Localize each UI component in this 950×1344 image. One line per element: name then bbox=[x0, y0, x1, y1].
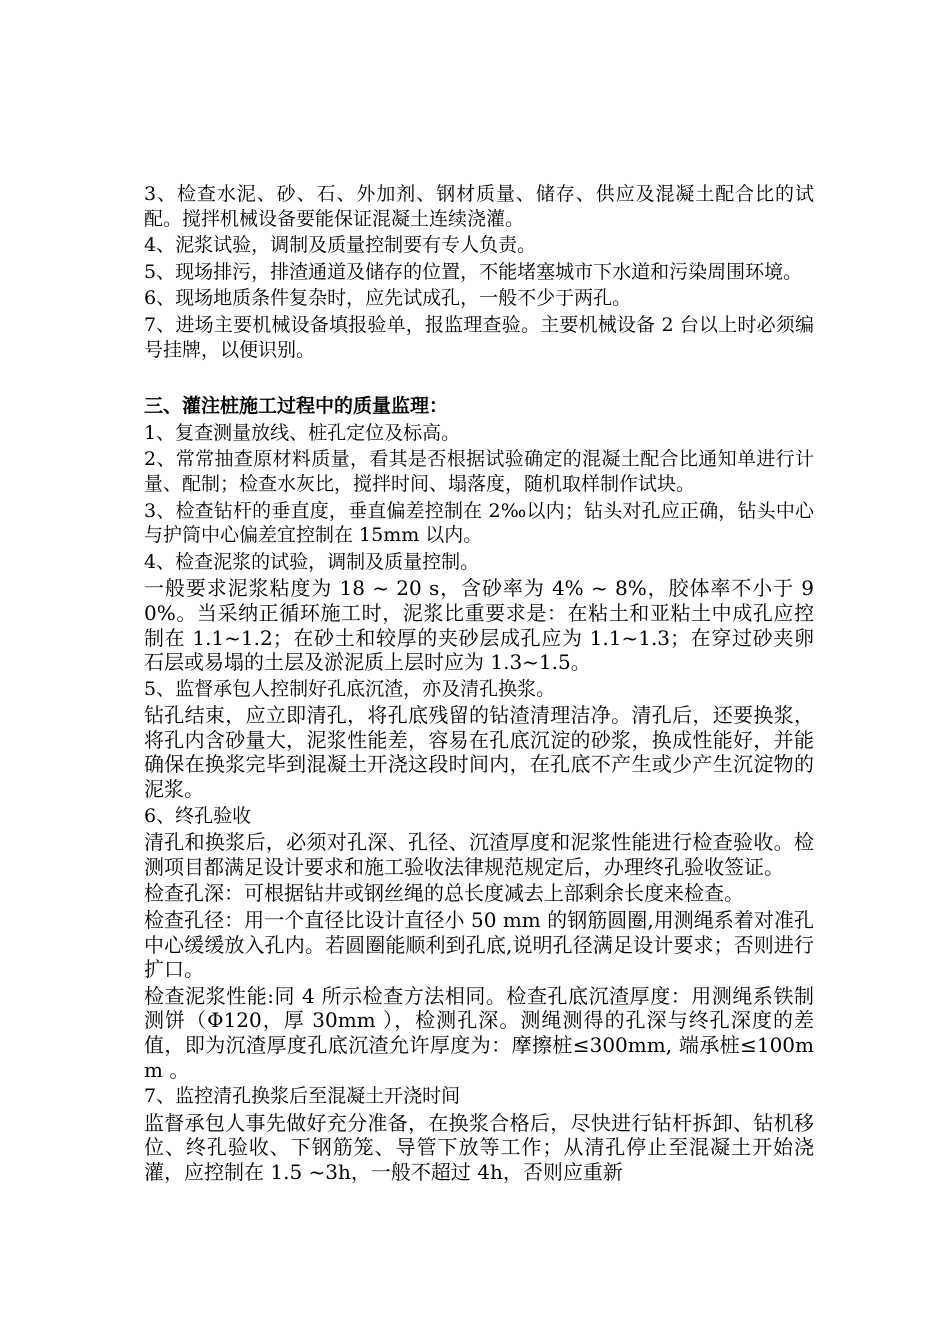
paragraph-pour-time: 监督承包人事先做好充分准备，在换浆合格后，尽快进行钻杆拆卸、钻机移位、终孔验收、下钢筋笼、导管下放等工作；从清孔停止至混凝土开始浇灌，应控制在 1.5 ~3h，一般不超过 4h，否则应重新 bbox=[144, 1110, 814, 1184]
paragraph-final-acceptance: 清孔和换浆后，必须对孔深、孔径、沉渣厚度和泥浆性能进行检查验收。检测项目都满足设计要求和施工验收法律规范规定后，办理终孔验收签证。 bbox=[144, 830, 814, 879]
paragraph-sewage: 5、现场排污，排渣通道及储存的位置，不能堵塞城市下水道和污染周围环境。 bbox=[144, 260, 803, 283]
paragraph-mud-test: 4、泥浆试验，调制及质量控制要有专人负责。 bbox=[144, 234, 537, 257]
paragraph-mud-requirements: 一般要求泥浆粘度为 18 ~ 20 s，含砂率为 4% ~ 8%，胶体率不小于 90%。当采纳正循环施工时，泥浆比重要求是：在粘土和亚粘土中成孔应控制在 1.1~1.2；在砂土和较厚的夹砂层成孔应为 1.1~1.3；在穿过砂夹卵石层或易塌的土层及淤泥质上层时应为 1.3~1.5。 bbox=[144, 576, 814, 675]
paragraph-sediment-control: 5、监督承包人控制好孔底沉渣，亦及清孔换浆。 bbox=[144, 677, 556, 700]
paragraph-hole-cleaning: 钻孔结束，应立即清孔，将孔底残留的钻渣清理洁净。清孔后，还要换浆，将孔内含砂量大，泥浆性能差，容易在孔底沉淀的砂浆，换成性能好，并能确保在换浆完毕到混凝土开浇这段时间内，在孔底不产生或少产生沉淀物的泥浆。 bbox=[144, 703, 814, 802]
document-body bbox=[144, 182, 814, 1187]
paragraph-hole-depth: 检查孔深：可根据钻井或钢丝绳的总长度减去上部剩余长度来检查。 bbox=[144, 881, 744, 906]
paragraph-drill-verticality: 3、检查钻杆的垂直度，垂直偏差控制在 2‰以内；钻头对孔应正确，钻头中心与护筒中心偏差宜控制在 15mm 以内。 bbox=[144, 499, 814, 547]
paragraph-machinery: 7、进场主要机械设备填报验单，报监理查验。主要机械设备 2 台以上时必须编号挂牌，以便识别。 bbox=[144, 313, 814, 361]
paragraph-trial-hole: 6、现场地质条件复杂时，应先试成孔，一般不少于两孔。 bbox=[144, 287, 632, 310]
paragraph-mud-performance: 检查泥浆性能:同 4 所示检查方法相同。检查孔底沉渣厚度：用测绳系铁制测饼（Φ120，厚 30mm ），检测孔深。测绳测得的孔深与终孔深度的差值，即为沉渣厚度孔底沉渣允许厚度为：摩擦桩≤300mm, 端承桩≤100mm 。 bbox=[144, 983, 814, 1082]
paragraph-survey-recheck: 1、复查测量放线、桩孔定位及标高。 bbox=[144, 421, 461, 444]
paragraph-check-materials: 3、检查水泥、砂、石、外加剂、钢材质量、储存、供应及混凝土配合比的试配。搅拌机械设备要能保证混凝土连续浇灌。 bbox=[144, 183, 814, 230]
paragraph-hole-diameter: 检查孔径：用一个直径比设计直径小 50 mm 的钢筋圆圈,用测绳系着对准孔中心缓缓放入孔内。若圆圈能顺利到孔底,说明孔径满足设计要求；否则进行扩口。 bbox=[144, 908, 814, 982]
paragraph-pour-time-heading: 7、监控清孔换浆后至混凝土开浇时间 bbox=[144, 1085, 461, 1108]
section-heading: 三、灌注桩施工过程中的质量监理： bbox=[144, 395, 449, 418]
section-spacer bbox=[144, 364, 814, 394]
paragraph-material-spotcheck: 2、常常抽查原材料质量，看其是否根据试验确定的混凝土配合比通知单进行计量、配制；检查水灰比，搅拌时间、塌落度，随机取样制作试块。 bbox=[144, 448, 814, 495]
paragraph-mud-quality: 4、检查泥浆的试验，调制及质量控制。 bbox=[144, 550, 480, 573]
paragraph-final-acceptance-heading: 6、终孔验收 bbox=[144, 804, 252, 827]
